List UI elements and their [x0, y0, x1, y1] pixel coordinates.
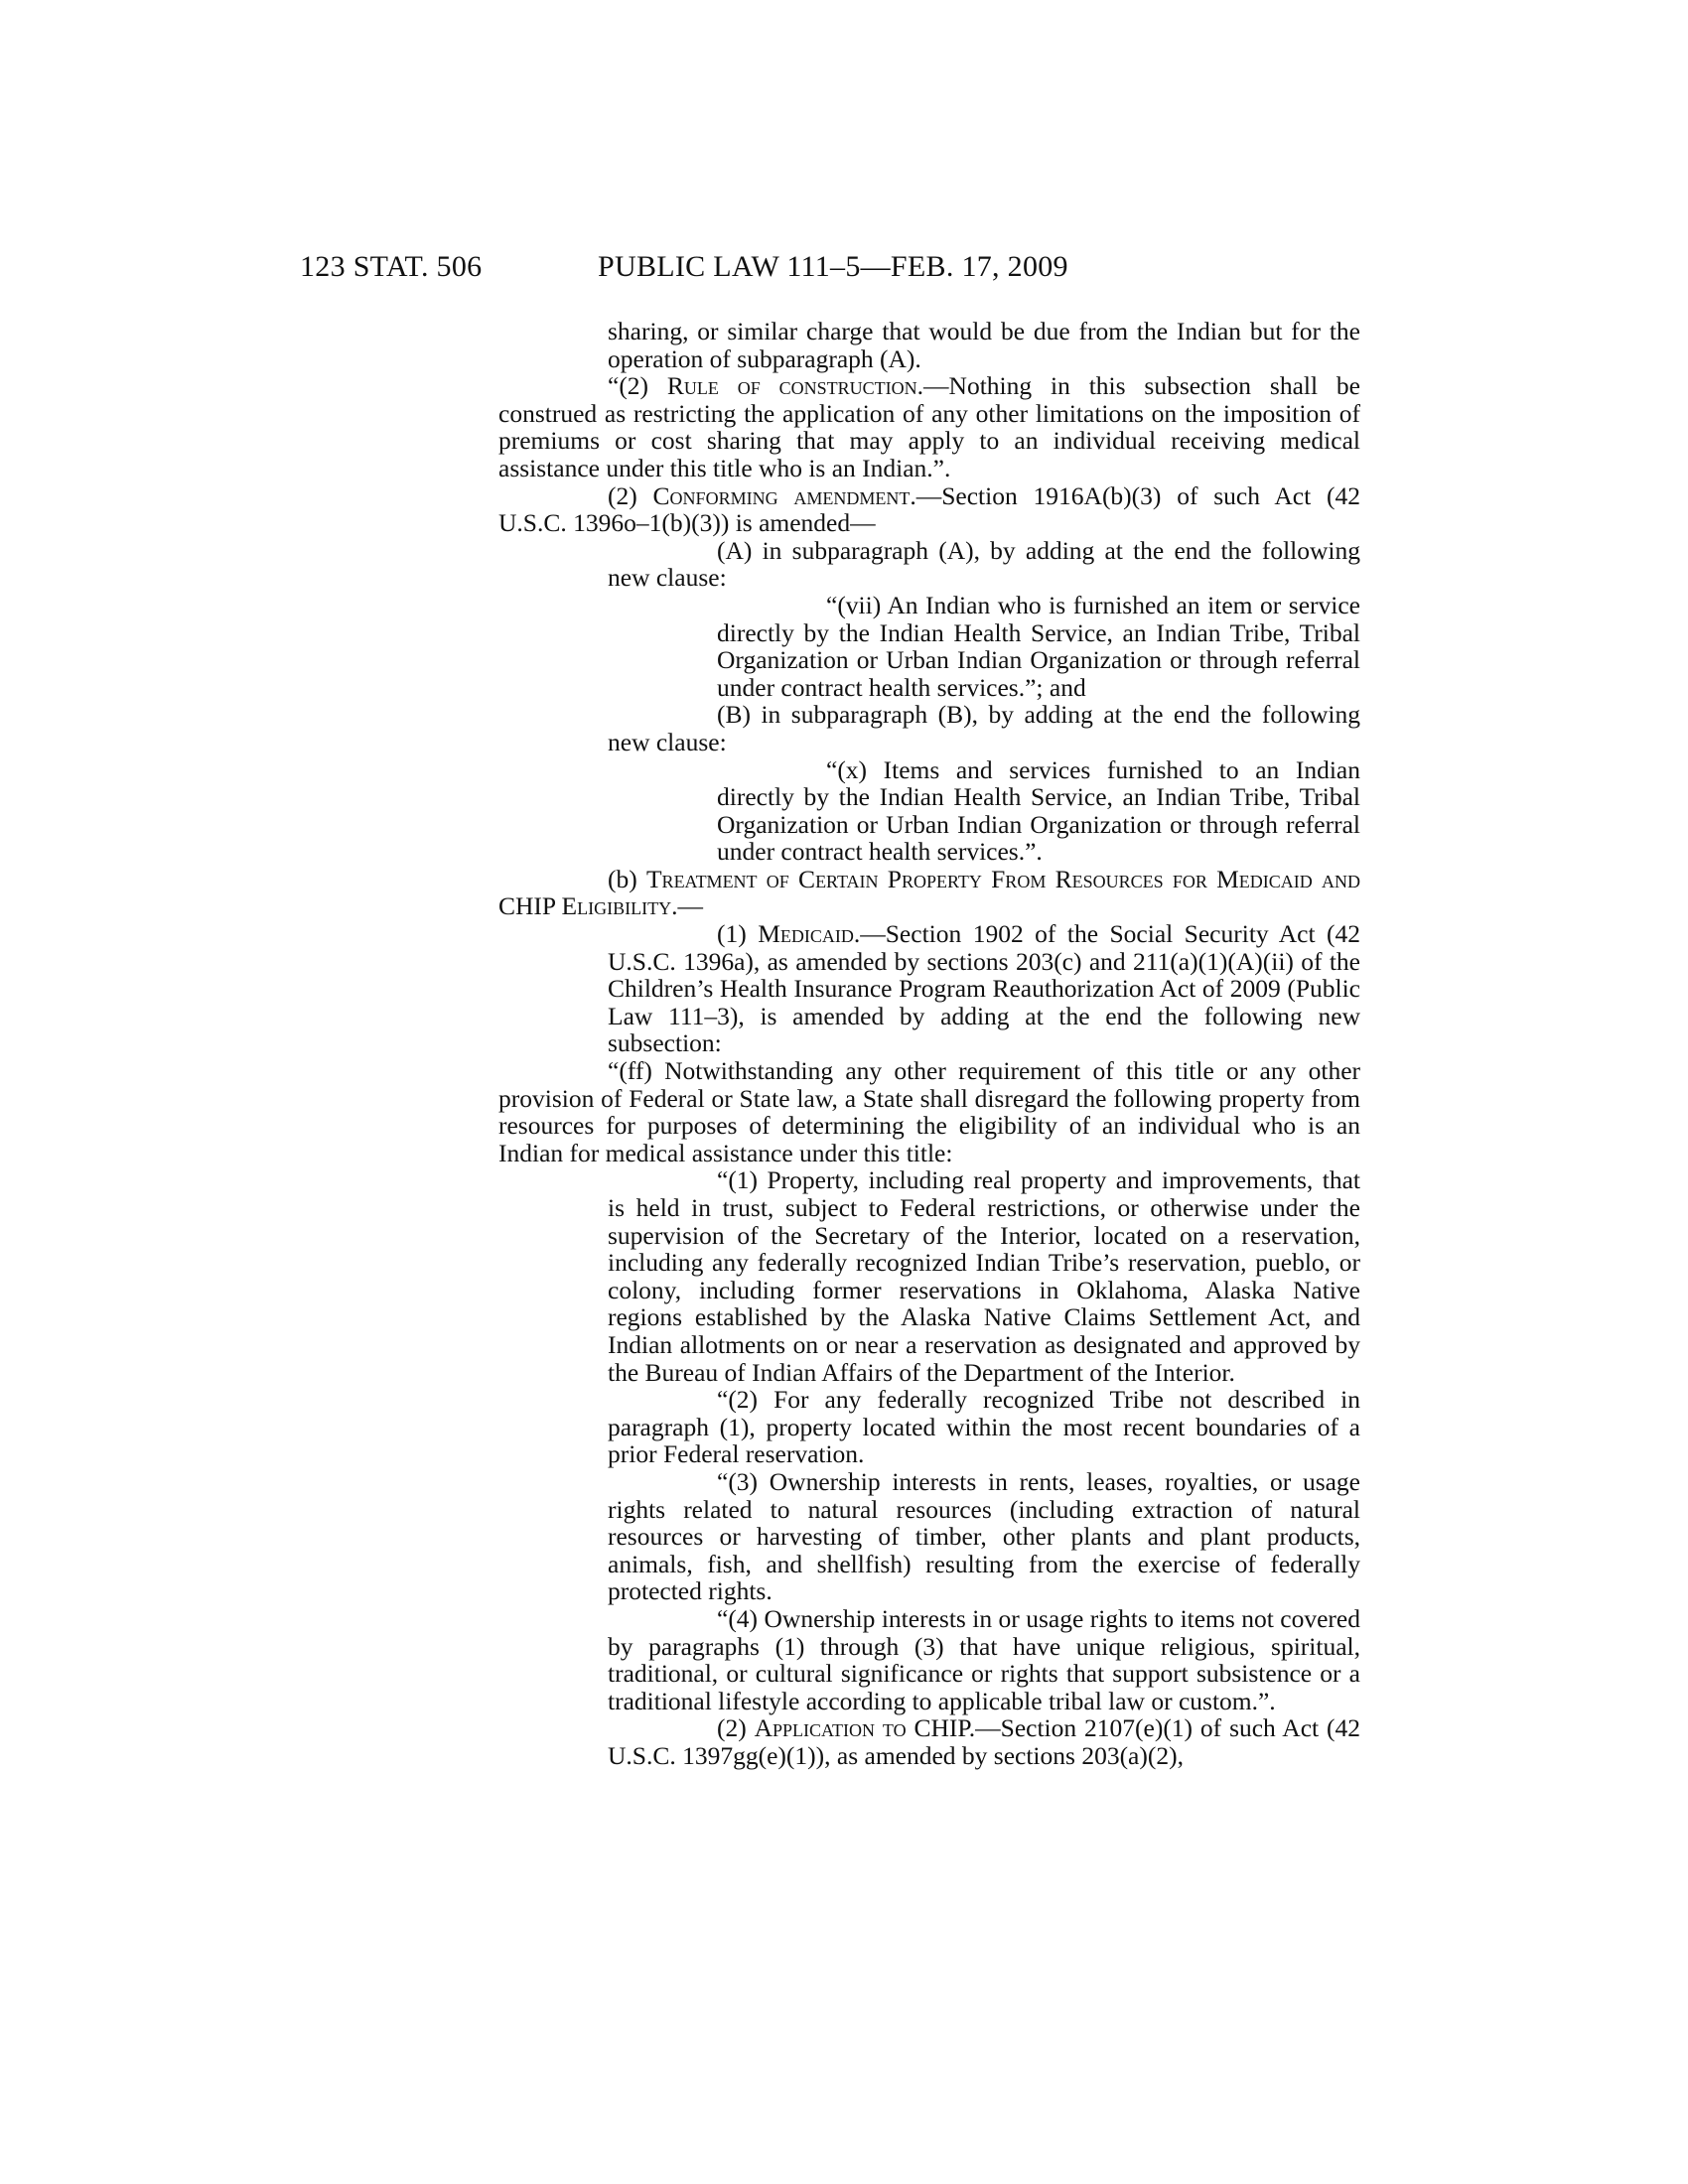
paragraph-medicaid: (1) Medicaid.—Section 1902 of the Social Security Act (42 U.S.C. 1396a), as amended by sections 203(c) and 211(a)(1)(A)(ii) of the Children’s Health Insurance Program Reauthorization Act of 2009 (Public Law 111–3), is amended by adding at the end the following new subsection: — [608, 919, 1360, 1058]
paragraph: (A) in subparagraph (A), by adding at the end the following new clause: — [608, 535, 1360, 593]
quoted-subsection-ff: “(ff) Notwithstanding any other requirement of this title or any other provision of Federal or State law, a State shall disregard the following property from resources for purposes of determining the eligibility of an individual who is an Indian for medical assistance under this title: — [498, 1056, 1360, 1167]
section-heading: Application to CHIP. — [754, 1713, 976, 1743]
section-heading: Medicaid. — [758, 919, 861, 949]
section-heading: Rule of construction. — [666, 371, 924, 401]
section-heading: Conforming amendment. — [652, 480, 916, 510]
statute-page-number: 123 STAT. 506 — [300, 250, 483, 283]
paragraph: (B) in subparagraph (B), by adding at the end the following new clause: — [608, 700, 1360, 756]
quoted-clause-x: “(x) Items and services furnished to an Indian directly by the Indian Health Service, an Indian Tribe, Tribal Organization or Urban Indian Organization or through referral under contract health services.”. — [717, 754, 1360, 867]
document-body — [498, 318, 1360, 1769]
paragraph: sharing, or similar charge that would be due from the Indian but for the operation of subparagraph (A). — [608, 317, 1360, 373]
quoted-paragraph-1: “(1) Property, including real property and improvements, that is held in trust, subject to Federal restrictions, or otherwise under the supervision of the Secretary of the Interior, located on a reservation, including any federally recognized Indian Tribe’s reservation, pueblo, or colony, including former reservations in Oklahoma, Alaska Native regions established by the Alaska Native Claims Settlement Act, and Indian allotments on or near a reservation as designated and approved by the Bureau of Indian Affairs of the Department of the Interior. — [608, 1165, 1360, 1387]
paragraph-application-to-chip: (2) Application to CHIP.—Section 2107(e)(1) of such Act (42 U.S.C. 1397gg(e)(1)), as amended by sections 203(a)(2), — [608, 1713, 1360, 1770]
section-heading: Treatment of Certain Property From Resources for Medicaid and CHIP Eligibility. — [498, 864, 1361, 921]
quoted-paragraph-2: “(2) For any federally recognized Tribe not described in paragraph (1), property located within the most recent boundaries of a prior Federal reservation. — [608, 1385, 1360, 1469]
paragraph-rule-of-construction: “(2) Rule of construction.—Nothing in this subsection shall be construed as restricting the application of any other limitations on the imposition of premiums or cost sharing that may apply to an individual receiving medical assistance under this title who is an Indian.”. — [498, 371, 1360, 482]
running-title: PUBLIC LAW 111–5—FEB. 17, 2009 — [598, 250, 1068, 283]
quoted-paragraph-3: “(3) Ownership interests in rents, leases, royalties, or usage rights related to natural resources (including extraction of natural resources or harvesting of timber, other plants and plant products, animals, fish, and shellfish) resulting from the exercise of federally protected rights. — [608, 1466, 1360, 1606]
quoted-clause-vii: “(vii) An Indian who is furnished an item or service directly by the Indian Health Service, an Indian Tribe, Tribal Organization or Urban Indian Organization or through referral under contract health services.”; and — [717, 590, 1360, 702]
quoted-paragraph-4: “(4) Ownership interests in or usage rights to items not covered by paragraphs (1) through (3) that have unique religious, spiritual, traditional, or cultural significance or rights that support subsistence or a traditional lifestyle according to applicable tribal law or custom.”. — [608, 1603, 1360, 1715]
subsection-b-heading: (b) Treatment of Certain Property From Resources for Medicaid and CHIP Eligibility.— — [498, 864, 1361, 921]
paragraph-conforming-amendment: (2) Conforming amendment.—Section 1916A(b)(3) of such Act (42 U.S.C. 1396o–1(b)(3)) is amended— — [498, 480, 1360, 538]
